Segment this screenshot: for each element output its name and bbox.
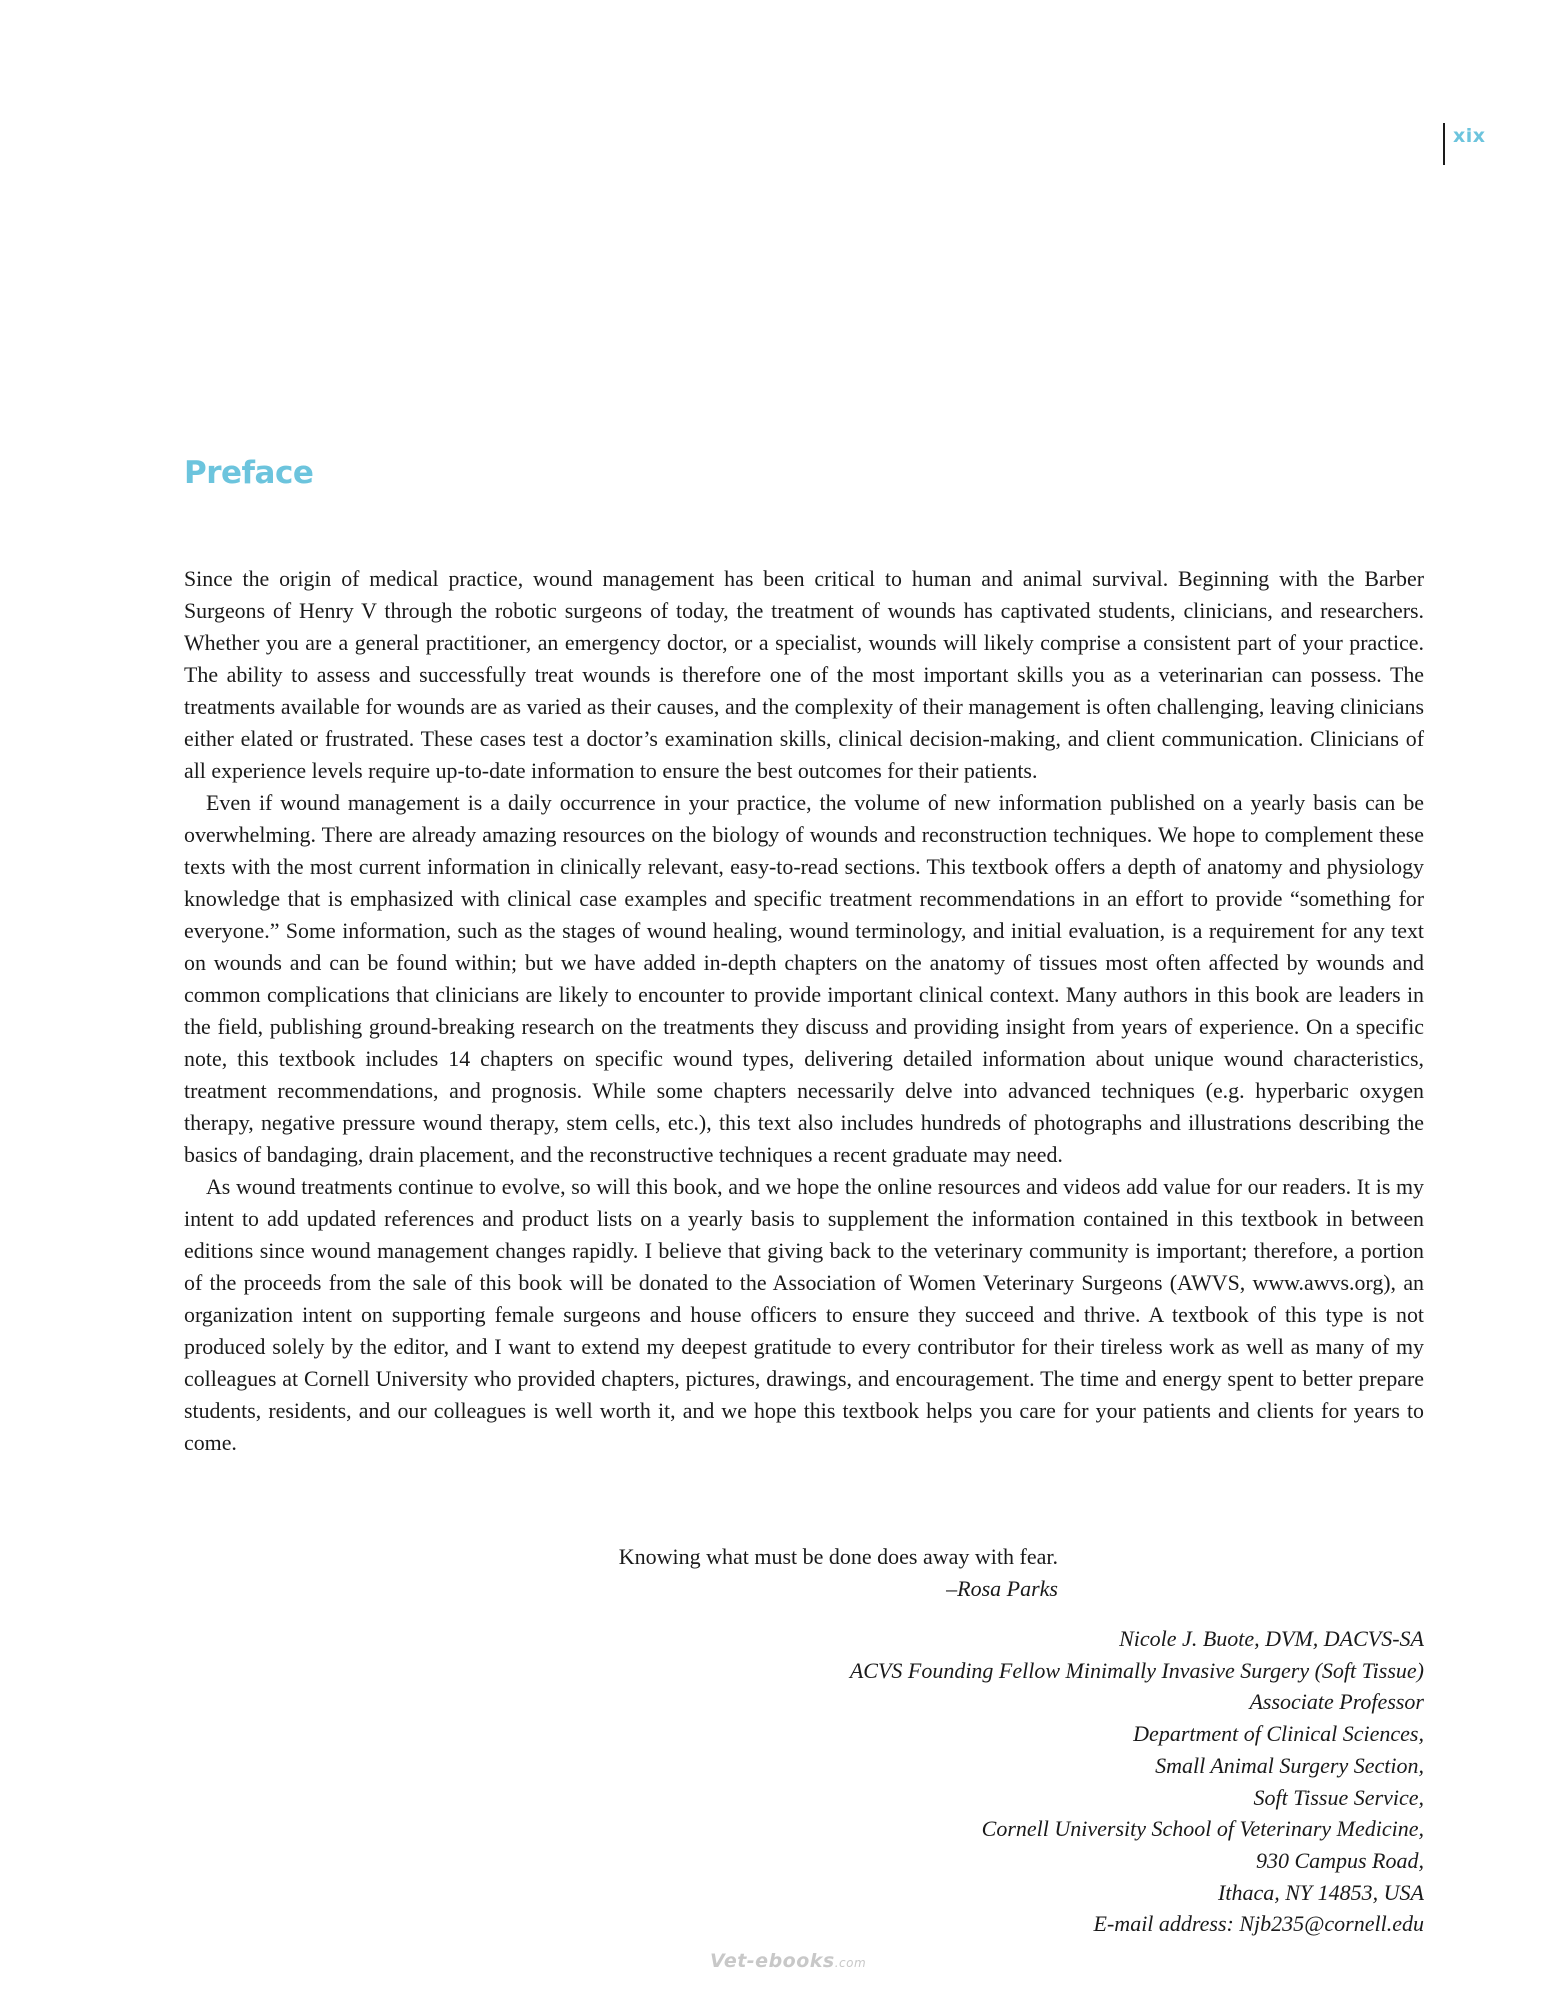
paragraph-1: Since the origin of medical practice, wound management has been critical to human and animal survival. Beginning with the Barber Surgeons of Henry V through the robotic surgeons of today, the treatment of wounds has captivated students, clinicians, and researchers. Whether you are a general practitioner, an emergency doctor, or a specialist, wounds will likely comprise a consistent part of your practice. The ability to assess and successfully treat wounds is therefore one of the most important skills you as a veterinarian can possess. The treatments available for wounds are as varied as their causes, and the complexity of their management is often challenging, leaving clinicians either elated or frustrated. These cases test a doctor’s examination skills, clinical decision-making, and client communication. Clinicians of all experience levels require up-to-date information to ensure the best outcomes for their patients.: [184, 566, 1424, 783]
signature-line-email: E-mail address: Njb235@cornell.edu: [1093, 1911, 1424, 1937]
watermark-main: Vet-ebooks: [710, 1950, 835, 1972]
signature-line-name: Nicole J. Buote, DVM, DACVS-SA: [1119, 1626, 1424, 1651]
page-number: xix: [1453, 125, 1486, 147]
page-title: Preface: [184, 455, 314, 491]
watermark-logo: [710, 1950, 866, 1972]
page-number-rule: [1443, 123, 1445, 165]
paragraph-3: As wound treatments continue to evolve, so will this book, and we hope the online resources and videos add value for our readers. It is my intent to add updated references and product lists on a yearly basis to supplement the information contained in this textbook in between editions since wound management changes rapidly. I believe that giving back to the veterinary community is important; therefore, a portion of the proceeds from the sale of this book will be donated to the Association of Women Veterinary Surgeons (AWVS, www.awvs.org), an organization intent on supporting female surgeons and house officers to ensure they succeed and thrive. A textbook of this type is not produced solely by the editor, and I want to extend my deepest gratitude to every contributor for their tireless work as well as many of my colleagues at Cornell University who provided chapters, pictures, drawings, and encouragement. The time and energy spent to better prepare students, residents, and our colleagues is well worth it, and we hope this textbook helps you care for your patients and clients for years to come.: [184, 1174, 1424, 1455]
signature-line-city: Ithaca, NY 14853, USA: [1218, 1879, 1424, 1905]
quote-author: –Rosa Parks: [946, 1576, 1058, 1601]
preface-body: [184, 563, 1424, 1459]
signature-line-street: 930 Campus Road,: [1255, 1847, 1424, 1873]
signature-line-department: Department of Clinical Sciences,: [1133, 1721, 1424, 1747]
watermark-suffix: .com: [834, 1956, 867, 1970]
paragraph-2: Even if wound management is a daily occurrence in your practice, the volume of new information published on a yearly basis can be overwhelming. There are already amazing resources on the biology of wounds and reconstruction techniques. We hope to complement these texts with the most current information in clinically relevant, easy-to-read sections. This textbook offers a depth of anatomy and physiology knowledge that is emphasized with clinical case examples and specific treatment recommendations in an effort to provide “something for everyone.” Some information, such as the stages of wound healing, wound terminology, and initial evaluation, is a requirement for any text on wounds and can be found within; but we have added in-depth chapters on the anatomy of tissues most often affected by wounds and common complications that clinicians are likely to encounter to provide important clinical context. Many authors in this book are leaders in the field, publishing ground-breaking research on the treatments they discuss and providing insight from years of experience. On a specific note, this textbook includes 14 chapters on specific wound types, delivering detailed information about unique wound characteristics, treatment recommendations, and prognosis. While some chapters necessarily delve into advanced techniques (e.g. hyperbaric oxygen therapy, negative pressure wound therapy, stem cells, etc.), this text also includes hundreds of photographs and illustrations describing the basics of bandaging, drain placement, and the reconstructive techniques a recent graduate may need.: [184, 790, 1424, 1167]
author-signature-block: [600, 1623, 1424, 1940]
quote-text: Knowing what must be done does away with fear.: [618, 1544, 1058, 1569]
signature-line-service: Soft Tissue Service,: [1253, 1784, 1424, 1810]
signature-line-position: Associate Professor: [1249, 1689, 1424, 1715]
signature-line-section: Small Animal Surgery Section,: [1155, 1752, 1424, 1778]
signature-line-school: Cornell University School of Veterinary Medicine,: [981, 1816, 1424, 1842]
epigraph-quote: [184, 1541, 1058, 1605]
signature-line-fellowship: ACVS Founding Fellow Minimally Invasive Surgery (Soft Tissue): [849, 1657, 1424, 1683]
